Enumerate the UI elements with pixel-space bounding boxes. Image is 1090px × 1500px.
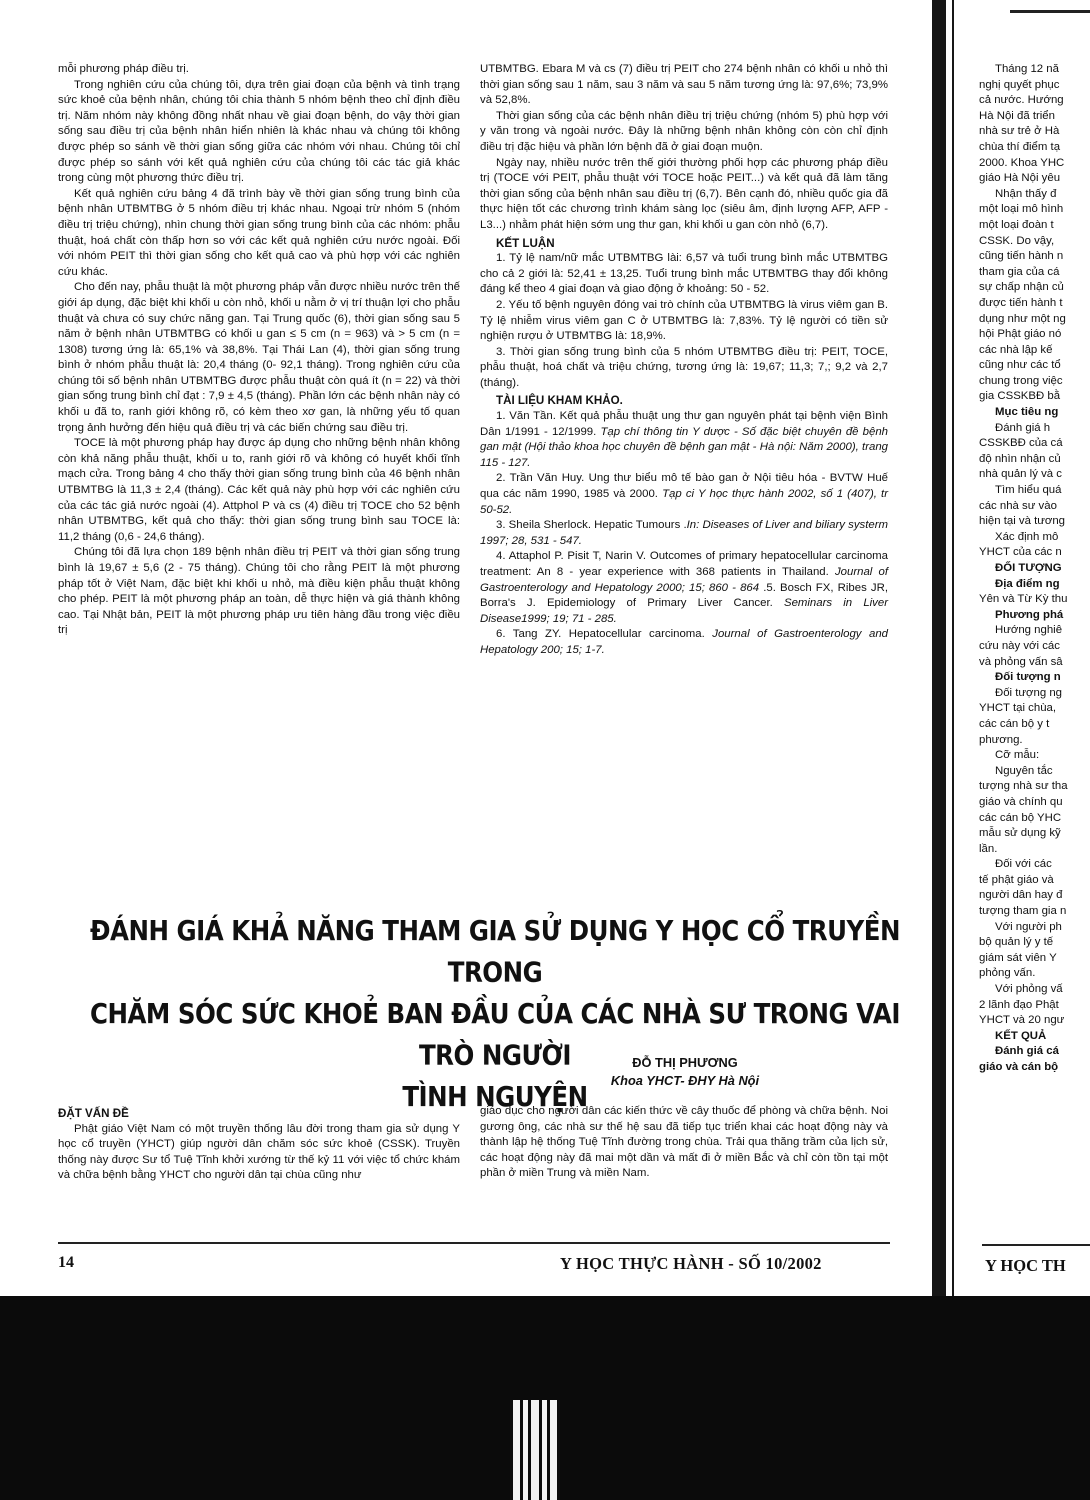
reference-text: 6. Tang ZY. Hepatocellular carcinoma. [496, 628, 713, 641]
section-heading-intro: ĐẶT VẤN ĐỀ [58, 1107, 129, 1120]
cut-line: được tiến hành t [979, 296, 1063, 309]
cut-line: Nguyên tắc [995, 764, 1053, 777]
cut-line: Đánh giá h [995, 421, 1051, 434]
cut-line: Đối tượng ng [995, 686, 1063, 699]
cut-line: tế phật giáo và [979, 873, 1054, 886]
paragraph: TOCE là một phương pháp hay được áp dụng cho những bệnh nhân không còn khả năng phẫu thuật, khối u to, ranh giới rõ và không có huyết khối tĩnh mạch cửa. Trong bảng 4 cho thấy thời gian sống trung bình của 46 bệnh nhân UTBMTBG là 11,3 ± 2,4 (tháng). Các kết quả này phù hợp với các nghiên cứu của các tác giả nước ngoài (4). Attphol P và cs (4) điều trị TOCE cho 52 bệnh nhân UTBMTBG, kết quả cho thấy: thời gian sống trung bình sau TOCE là: 11,2 tháng (0,6 - 24,6 tháng). [58, 437, 460, 543]
paragraph: Kết quả nghiên cứu bảng 4 đã trình bày về thời gian sống trung bình của bệnh nhân UTBMTBG ở 5 nhóm điều trị khác nhau. Ngoại trừ nhóm 5 (nhóm điều trị triệu chứng), nhìn chung thời gian sống trung bình của các nhóm: phẫu thuật, hoá chất còn thấp hơn so với các kết quả nghiên cứu nước ngoài. Đối với nhóm PEIT thì thời gian sống cho kết quả cao và phù hợp với các nghiên cứu khác. [58, 187, 460, 278]
cut-line [979, 1060, 1090, 1076]
footer-rule [58, 1242, 890, 1244]
cut-line: mẫu sử dụng kỹ [979, 827, 1061, 840]
page-number: 14 [58, 1254, 74, 1271]
gutter-highlight [946, 0, 952, 1500]
journal-footer: Y HỌC THỰC HÀNH - SỐ 10/2002 [560, 1254, 822, 1273]
cut-line: chung trong việc [979, 374, 1063, 387]
cut-line: Với phỏng vấ [995, 983, 1063, 996]
conclusion-item: 2. Yếu tố bệnh nguyên đóng vai trò chính của UTBMTBG là virus viêm gan B. Tỷ lệ nhiễm virus viêm gan C ở UTBMTBG là: 7,83%. Tỷ lệ người có tiền sử nghiện rượu ở UTBMTBG là: 18,9%. [480, 298, 888, 343]
cut-line: phỏng vấn. [979, 967, 1036, 980]
title-line: TÌNH NGUYỆN [402, 1080, 588, 1113]
paragraph: UTBMTBG. Ebara M và cs (7) điều trị PEIT cho 274 bệnh nhân có khối u nhỏ thì thời gian sống sau 1 năm, sau 3 năm và sau 5 năm tương ứng là: 97,6%; 73,9% và 52,8%. [480, 63, 888, 107]
previous-article-column-left [58, 62, 460, 639]
cut-line: giáo Hà Nội yêu [979, 172, 1061, 185]
barcode-bar [531, 1400, 539, 1500]
cut-line: Tìm hiểu quá [995, 484, 1062, 497]
cut-line: Tháng 12 nă [995, 63, 1059, 75]
reference-item [480, 518, 888, 549]
barcode-bar [550, 1400, 557, 1500]
article-column-left [58, 1104, 460, 1184]
cut-line: độ nhìn nhận củ [979, 452, 1061, 465]
cut-line: các cán bộ y t [979, 717, 1050, 730]
reference-source: Tạp ci Y học thực hành 2002, số 1 (407), tr 50-52. [480, 488, 889, 516]
right-page-column [979, 62, 1090, 1076]
cut-heading: ĐỐI TƯỢNG [995, 562, 1062, 574]
cut-line: tượng tham gia n [979, 905, 1067, 918]
conclusion-item: 3. Thời gian sống trung bình của 5 nhóm UTBMTBG điều trị: PEIT, TOCE, phẫu thuật, hoá chất và triệu chứng, tương ứng là: 19,67; 11,3; 7,; 9,2 và 2,7 (tháng). [480, 345, 888, 389]
right-page-top-rule [1010, 10, 1090, 13]
cut-line [979, 670, 1090, 686]
cut-line: tượng nhà sư tha [979, 780, 1068, 793]
article-column-right [480, 1104, 888, 1182]
cut-line: một loại đoàn t [979, 218, 1054, 231]
cut-line [979, 1029, 1090, 1045]
cut-line: Đối với các [995, 858, 1052, 871]
barcode-bar [542, 1400, 547, 1500]
cut-line: hiện tại và tương [979, 515, 1066, 528]
cut-line: giám sát viên Y [979, 951, 1057, 964]
paragraph: Trong nghiên cứu của chúng tôi, dựa trên giai đoạn của bệnh và tình trạng sức khoẻ của bệnh nhân, chúng tôi chia thành 5 nhóm bệnh theo chỉ định điều trị. Năm nhóm này không đồng nhất nhau về giai đoạn bệnh, do vậy thời gian sống sau điều trị của bệnh nhân hiển nhiên là khác nhau và chúng tôi không được phép so sánh về thời gian sống giữa các nhóm với nhau. Chúng tôi chỉ được phép so sánh với kết quả nghiên cứu của chúng tôi các tác giả khác trong cùng một phương thức điều trị. [58, 78, 460, 185]
reference-text: .5. Bosch FX, Ribes JR, Borra's J. Epidemiology of Primary Liver Cancer. [480, 581, 888, 610]
author-affiliation: Khoa YHCT- ĐHY Hà Nội [610, 1073, 760, 1088]
cut-line: cũng như các tổ [979, 359, 1061, 372]
cut-heading: Đối tượng n [995, 671, 1061, 684]
cut-line: Hà Nội đã triển [979, 109, 1055, 122]
cut-line: hội Phật giáo nó [979, 328, 1062, 341]
section-heading-conclusion: KẾT LUẬN [496, 236, 555, 250]
cut-heading: Địa điểm ng [995, 577, 1060, 590]
cut-line [979, 608, 1090, 624]
barcode-bar [523, 1400, 528, 1500]
cut-line: nhà sư trẻ ở Hà [979, 125, 1060, 138]
author-block [480, 1054, 890, 1090]
cut-line [979, 561, 1090, 577]
cut-line [979, 1044, 1090, 1060]
previous-article-column-right [480, 62, 888, 659]
cut-heading: Phương phá [995, 608, 1064, 621]
cut-line: Xác định mô [995, 530, 1059, 543]
reference-source: Journal of Gastroenterology and Hepatology 200; 15; 1-7. [480, 628, 889, 656]
right-page-journal-footer: Y HỌC TH [985, 1256, 1066, 1275]
cut-line: YHCT của các n [979, 546, 1062, 559]
cut-line: gia CSSKBĐ bằ [979, 390, 1061, 403]
paragraph: Ngày nay, nhiều nước trên thế giới thường phối hợp các phương pháp điều trị (TOCE với PEIT, phẫu thuật với TOCE hoặc PEIT...) và kết quả đã làm tăng thời gian sống của bệnh nhân sau điều trị (6,7). Bên cạnh đó, nhiều quốc gia đã thực hiện tốt các chương trình khám sàng lọc (siêu âm, định lượng AFP, AFP - L3...) nhằm phát hiện sớm ung thư gan, khi khối u gan còn nhỏ (6,7). [480, 156, 888, 231]
cut-line: cả nước. Hướng [979, 94, 1064, 107]
cut-line: các cán bộ YHC [979, 811, 1062, 824]
paragraph: mỗi phương pháp điều trị. [58, 63, 189, 75]
cut-line: và phỏng vấn sâ [979, 655, 1063, 668]
reference-text: 2. Trần Văn Huy. Ung thư biểu mô tế bào gan ở Nội tiêu hóa - BVTW Huế qua các năm 1990, 1985 và 2000. [480, 472, 888, 501]
cut-line: 2 lãnh đạo Phật [979, 998, 1059, 1011]
book-gutter [932, 0, 954, 1500]
cut-line: YHCT và 20 ngư [979, 1014, 1065, 1027]
cut-line: nghị quyết phục [979, 78, 1060, 91]
paragraph: giáo dục cho người dân các kiến thức về cây thuốc để phòng và chữa bệnh. Noi gương ông, các nhà sư thế hệ sau đã tiếp tục triển khai các hoạt động này và thành lập hệ thống Tuệ Tĩnh đường trong chùa. Trải qua thăng trầm của lịch sử, các hoạt động này đã mai một dần và mất đi ở miền Bắc và chỉ còn tồn tại một phần ở miền Trung và miền Nam. [480, 1105, 888, 1180]
cut-heading: giáo và cán bộ [979, 1061, 1059, 1073]
barcode-bar [513, 1400, 520, 1500]
cut-line: YHCT tại chùa, [979, 702, 1057, 715]
paragraph: Thời gian sống của các bệnh nhân điều trị triệu chứng (nhóm 5) phù hợp với y văn trong và ngoài nước. Đây là những bệnh nhân không còn còn chỉ định điều trị đặc hiệu và phần lớn bệnh đã ở giai đoạn muộn. [480, 109, 888, 153]
conclusion-item: 1. Tỷ lệ nam/nữ mắc UTBMTBG lài: 6,57 và tuổi trung bình mắc UTBMTBG cho cả 2 giới là: 52,41 ± 13,25. Tuổi trung bình mắc UTBMTBG thay đổi không đáng kể theo 4 giai đoạn và giao động ở khoảng: 50 - 52. [480, 252, 888, 296]
reference-item [480, 627, 888, 658]
cut-line: phương. [979, 733, 1023, 746]
cut-line: một loại mô hình [979, 203, 1064, 216]
reference-text: 1. Văn Tần. Kết quả phẫu thuật ung thư gan nguyên phát tại bệnh viện Bình Dân 1/1991 - 12/1999. [480, 410, 888, 438]
cut-line: Cỡ mẫu: [995, 749, 1040, 762]
cut-heading: Đánh giá cá [995, 1045, 1059, 1058]
reference-source: Tạp chí thông tin Y dược - Số đặc biệt chuyên đề bệnh gan mật (Hội thảo khoa học chuyên đề bệnh gan mật - Hà nội: Năm 2000), trang 115 - 127. [480, 425, 888, 469]
section-heading-references: TÀI LIỆU KHAM KHẢO. [496, 394, 623, 408]
cut-line: giáo và chính qu [979, 795, 1063, 808]
cut-line [979, 577, 1090, 593]
cut-line: Với người ph [995, 920, 1062, 933]
cut-line: Yên và Từ Kỳ thu [979, 593, 1068, 606]
cut-line: nhà quản lý và c [979, 468, 1062, 481]
reference-source: Seminars in Liver Disease1999; 19; 71 - 285. [480, 597, 889, 625]
reference-source: In: Diseases of Liver and biliary systerm 1997; 28, 531 - 547. [480, 519, 888, 547]
reference-text: 3. Sheila Sherlock. Hepatic Tumours . [496, 519, 687, 532]
cut-line: dụng như một ng [979, 312, 1066, 325]
cut-line: người dân hay đ [979, 889, 1063, 902]
cut-line: cứu này với các [979, 639, 1060, 652]
cut-line: cũng tiến hành n [979, 250, 1064, 263]
cut-line: CSSKBĐ của cá [979, 437, 1063, 450]
title-line: ĐÁNH GIÁ KHẢ NĂNG THAM GIA SỬ DỤNG Y HỌC CỔ TRUYỀN TRONG [89, 914, 901, 989]
reference-item [480, 549, 888, 627]
cut-line: lần. [979, 842, 998, 855]
cut-line [979, 405, 1090, 421]
reference-text: 4. Attaphol P. Pisit T, Narin V. Outcomes of primary hepatocellular carcinoma treatment: An 8 - year experience with 368 patients in Thailand. [480, 550, 888, 578]
reference-item [480, 409, 888, 471]
author-name: ĐỖ THỊ PHƯƠNG [632, 1055, 738, 1070]
reference-item [480, 471, 888, 518]
cut-line: chùa thí điểm tạ [979, 140, 1061, 153]
cut-line: Nhận thấy đ [995, 187, 1057, 200]
right-page-footer-rule [982, 1244, 1090, 1246]
cut-line: sự chấp nhận củ [979, 281, 1064, 294]
cut-line: Hướng nghiê [995, 624, 1063, 637]
cut-heading: Mục tiêu ng [995, 406, 1059, 419]
cut-line: các nhà lập kế [979, 343, 1053, 356]
cut-line: 2000. Khoa YHC [979, 156, 1065, 169]
cut-line: bộ quản lý y tế [979, 936, 1054, 949]
cut-line: các nhà sư vào [979, 499, 1057, 512]
cut-heading: KẾT QUẢ [995, 1029, 1047, 1042]
title-line: CHĂM SÓC SỨC KHOẺ BAN ĐẦU CỦA CÁC NHÀ SƯ TRONG VAI TRÒ NGƯỜI [89, 997, 900, 1072]
cut-line: tham gia của cá [979, 265, 1060, 278]
paragraph: Cho đến nay, phẫu thuật là một phương pháp vẫn được nhiều nước trên thế giới áp dụng, đặc biệt khi khối u còn nhỏ, khối u nằm ở vị trí thuận lợi cho phẫu thuật và chưa có suy chức năng gan. Tại Trung quốc (6), thời gian sống sau 5 năm ở bệnh nhân UTBMTBG có khối u gan ≤ 5 cm (n = 963) và > 5 cm (n = 1308) tương ứng là: 65,1% và 38,8%. Tại Thái Lan (4), thời gian sống trung bình ở nhóm phẫu thuật là: 20,4 tháng (0- 92,1 tháng). Trong nghiên cứu của chúng tôi số bệnh nhân UTBMTBG được phẫu thuật còn quá ít (n = 22) và thời gian sống trung bình chỉ đạt : 7,9 ± 4,5 (tháng). Phần lớn các bệnh nhân này có khối u đã to, ranh giới không rõ, có kèm theo xơ gan, là những yếu tố quan trọng ảnh hưởng đến hiệu quả điều trị và các biến chứng sau điều trị. [58, 281, 460, 434]
cut-line: CSSK. Do vậy, [979, 234, 1055, 247]
barcode-strip [513, 1400, 559, 1500]
paragraph: Phật giáo Việt Nam có một truyền thống lâu đời trong tham gia sử dụng Y học cổ truyền (YHCT) giúp người dân chăm sóc sức khoẻ (CSSK). Truyền thống này được Sư tổ Tuệ Tĩnh khởi xướng từ thế kỷ 11 với việc tổ chức khám và chữa bệnh bằng YHCT cho người dân tại chùa cũng như [58, 1122, 460, 1182]
reference-source: Journal of Gastroenterology and Hepatology 2000; 15; 860 - 864 [480, 566, 888, 594]
paragraph: Chúng tôi đã lựa chọn 189 bệnh nhân điều trị PEIT và thời gian sống trung bình là 19,67 ± 5,6 (2 - 75 tháng). Chúng tôi cho rằng PEIT là một phương pháp tốt ở Việt Nam, đặc biệt khi khối u nhỏ, mà điều kiện phẫu thuật không cho phép. PEIT là một phương pháp an toàn, dễ thực hiện và giá thành không cao. Tại Nhật bản, PEIT là một phương pháp ưu tiên hàng đầu trong việc điều trị [58, 546, 460, 637]
